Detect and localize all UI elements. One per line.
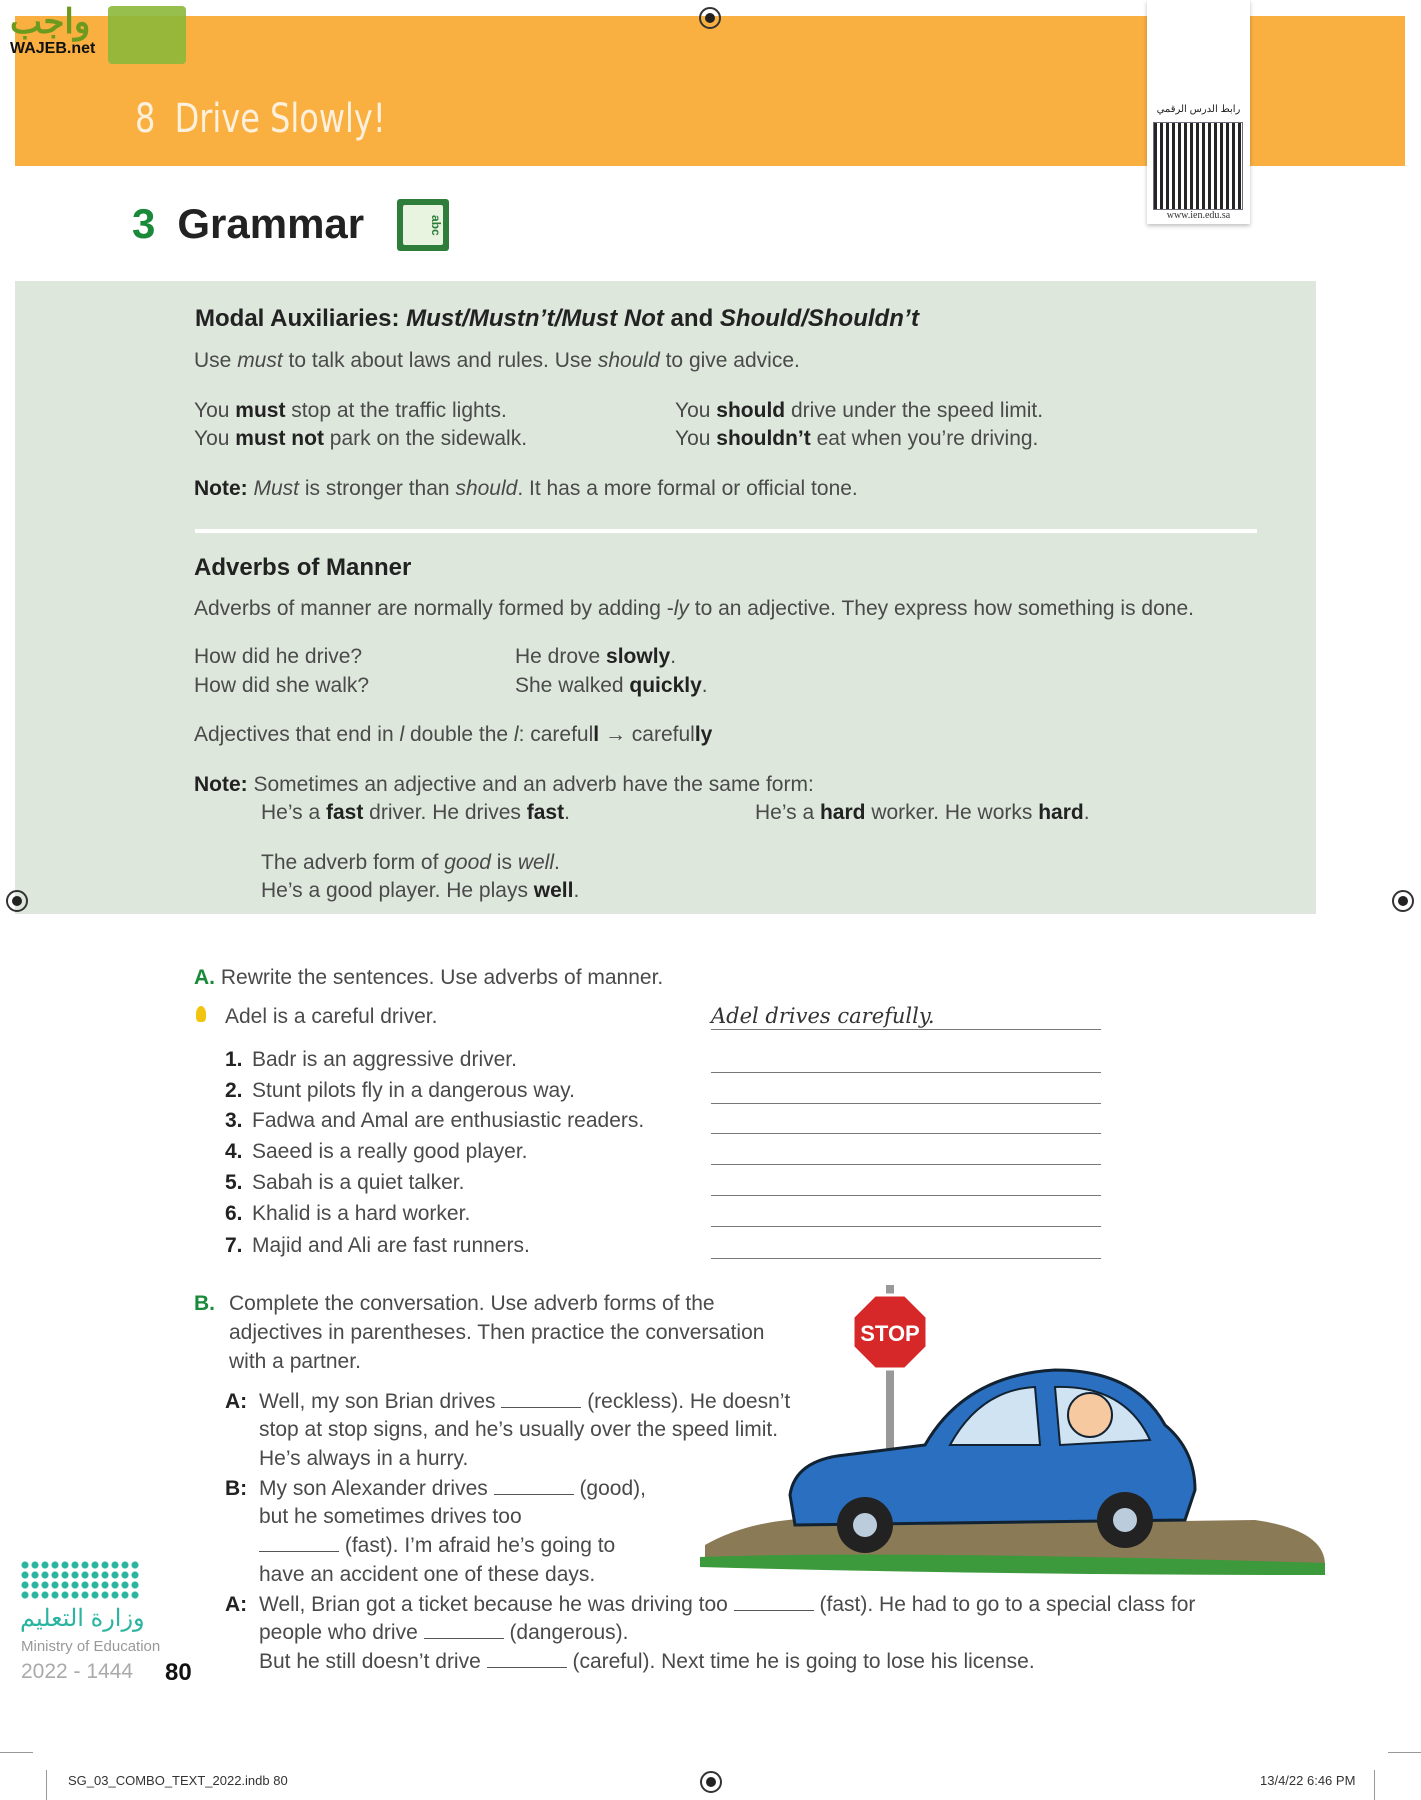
- text-segment: Note:: [194, 477, 254, 500]
- item-sentence: Fadwa and Amal are enthusiastic readers.: [252, 1109, 645, 1132]
- text-segment: Modal Auxiliaries:: [195, 305, 407, 332]
- modal-example: [194, 426, 527, 452]
- conversation-line: [259, 1504, 522, 1530]
- unit-title-text: Drive Slowly!: [174, 96, 386, 142]
- adverb-question: [194, 673, 369, 699]
- text-segment: He’s always in a hurry.: [259, 1447, 469, 1470]
- text-segment: hard: [1038, 801, 1084, 824]
- hubcap: [853, 1513, 877, 1537]
- lightbulb-icon: [196, 1006, 206, 1022]
- item-number: 2.: [225, 1079, 243, 1102]
- hubcap: [1113, 1508, 1137, 1532]
- item-number: 6.: [225, 1202, 243, 1225]
- car-stop-sign-illustration: [695, 1275, 1335, 1580]
- registration-mark-icon: [699, 7, 721, 29]
- text-segment: is stronger than: [299, 477, 456, 500]
- exercise-b-letter: B.: [194, 1292, 215, 1315]
- text-segment: : careful: [518, 723, 594, 746]
- modal-intro: [194, 348, 800, 374]
- modal-heading: [195, 306, 919, 332]
- text-segment: (good),: [573, 1477, 646, 1500]
- divider: [195, 529, 1257, 533]
- section-title: [132, 200, 364, 248]
- good-well-rule: [261, 850, 560, 876]
- text-segment: He’s a: [261, 801, 326, 824]
- conversation-line: [259, 1446, 468, 1472]
- qr-code-icon[interactable]: [1153, 122, 1243, 210]
- exercise-a-header: [194, 965, 663, 991]
- item-sentence: Stunt pilots fly in a dangerous way.: [252, 1079, 575, 1102]
- wajeb-logo-latin: WAJEB.net: [10, 40, 96, 57]
- answer-blank[interactable]: [424, 1620, 504, 1639]
- adverb-answer: [515, 644, 676, 670]
- crop-mark: [0, 1752, 33, 1753]
- qr-url[interactable]: www.ien.edu.sa: [1166, 210, 1231, 221]
- text-segment: (fast). I’m afraid he’s going to: [339, 1534, 616, 1557]
- text-segment: should: [716, 399, 786, 422]
- text-segment: Sometimes an adjective and an adverb have the same form:: [253, 773, 814, 796]
- ministry-dots-icon: [20, 1560, 140, 1600]
- text-segment: to an adjective. They express how something is done.: [688, 597, 1194, 620]
- footer-date: 13/4/22 6:46 PM: [1260, 1773, 1356, 1788]
- modal-example: [675, 426, 1038, 452]
- item-number: 3.: [225, 1109, 243, 1132]
- answer-blank[interactable]: [259, 1533, 339, 1552]
- answer-line[interactable]: [711, 1103, 1101, 1104]
- text-segment: How did he drive?: [194, 645, 363, 668]
- conversation-line: [259, 1562, 595, 1588]
- text-segment: and: [663, 305, 720, 332]
- ministry-year: 2022 - 1444: [21, 1660, 134, 1683]
- text-segment: well: [533, 879, 574, 902]
- same-form-example: [755, 800, 1090, 826]
- answer-line[interactable]: [711, 1195, 1101, 1196]
- exercise-b-instruction: Complete the conversation. Use adverb forms of the: [229, 1292, 715, 1315]
- ministry-english: Ministry of Education: [21, 1638, 161, 1655]
- driver: [1068, 1393, 1112, 1437]
- qr-label: رابط الدرس الرقمي: [1156, 104, 1241, 115]
- answer-blank[interactable]: [487, 1649, 567, 1668]
- exercise-a-letter: A.: [194, 966, 215, 989]
- answer-line[interactable]: [711, 1226, 1101, 1227]
- text-segment: good: [444, 851, 491, 874]
- ministry-arabic: وزارة التعليم: [20, 1605, 145, 1632]
- text-segment: .: [1083, 801, 1090, 824]
- text-segment: (reckless). He doesn’t: [581, 1390, 791, 1413]
- unit-title: [135, 96, 386, 142]
- text-segment: to give advice.: [659, 349, 800, 372]
- text-segment: must: [237, 349, 283, 372]
- exercise-a-example-answer: Adel drives carefully.: [711, 1004, 935, 1028]
- good-well-example: [261, 878, 579, 904]
- answer-blank[interactable]: [501, 1389, 581, 1408]
- text-segment: must: [235, 399, 286, 422]
- text-segment: hard: [819, 801, 866, 824]
- conversation-line: [259, 1533, 615, 1559]
- text-segment: is: [490, 851, 518, 874]
- item-sentence: Saeed is a really good player.: [252, 1140, 528, 1163]
- text-segment: Well, my son Brian drives: [259, 1390, 502, 1413]
- text-segment: should: [455, 477, 518, 500]
- answer-line[interactable]: [711, 1072, 1101, 1073]
- text-segment: worker. He works: [865, 801, 1039, 824]
- item-sentence: Majid and Ali are fast runners.: [252, 1234, 530, 1257]
- text-segment: should: [597, 349, 660, 372]
- section-number: 3: [132, 200, 156, 247]
- text-segment: She walked: [515, 674, 630, 697]
- speaker-label: A:: [225, 1390, 248, 1413]
- adverbs-intro: [194, 596, 1194, 622]
- text-segment: He’s a good player. He plays: [261, 879, 534, 902]
- text-segment: He drove: [515, 645, 607, 668]
- wajeb-logo: [10, 4, 95, 58]
- text-segment: How did she walk?: [194, 674, 370, 697]
- item-sentence: Khalid is a hard worker.: [252, 1202, 471, 1225]
- text-segment: Adverbs of manner are normally formed by adding -: [194, 597, 674, 620]
- text-segment: Well, Brian got a ticket because he was driving too: [259, 1593, 734, 1616]
- exercise-a-instruction: Rewrite the sentences. Use adverbs of manner.: [220, 966, 664, 989]
- stop-sign-text: STOP: [860, 1321, 920, 1346]
- adverb-answer: [515, 673, 708, 699]
- crop-mark: [46, 1770, 47, 1800]
- item-sentence: Sabah is a quiet talker.: [252, 1171, 465, 1194]
- text-segment: . It has a more formal or official tone.: [517, 477, 858, 500]
- answer-line[interactable]: [711, 1164, 1101, 1165]
- registration-mark-icon: [700, 1771, 722, 1793]
- text-segment: l: [399, 723, 405, 746]
- item-sentence: Badr is an aggressive driver.: [252, 1048, 517, 1071]
- text-segment: driver. He drives: [363, 801, 527, 824]
- text-segment: park on the sidewalk.: [323, 427, 528, 450]
- wajeb-logo-arabic: واجب: [10, 3, 91, 41]
- crop-mark: [1388, 1752, 1421, 1753]
- qr-card[interactable]: [1147, 0, 1250, 224]
- registration-mark-icon: [6, 890, 28, 912]
- registration-mark-icon: [1392, 890, 1414, 912]
- conversation-line: [259, 1476, 646, 1502]
- text-segment: slowly: [606, 645, 671, 668]
- text-segment: but he sometimes drives too: [259, 1505, 522, 1528]
- text-segment: My son Alexander drives: [259, 1477, 494, 1500]
- section-title-text: Grammar: [177, 200, 365, 247]
- text-segment: must not: [235, 427, 324, 450]
- answer-line: [711, 1029, 1101, 1030]
- speaker-label: A:: [225, 1593, 248, 1616]
- footer-file: SG_03_COMBO_TEXT_2022.indb 80: [68, 1773, 288, 1788]
- exercise-b-instruction: adjectives in parentheses. Then practice the conversation: [229, 1321, 765, 1344]
- conversation-line: [259, 1620, 629, 1646]
- exercise-a-example: Adel is a careful driver.: [225, 1005, 438, 1028]
- adverb-note: [194, 772, 814, 798]
- modal-example: [194, 398, 507, 424]
- speaker-label: B:: [225, 1477, 248, 1500]
- text-segment: He’s a: [755, 801, 820, 824]
- text-segment: .: [554, 851, 560, 874]
- text-segment: quickly: [629, 674, 702, 697]
- text-segment: The adverb form of: [261, 851, 445, 874]
- text-segment: You: [194, 399, 236, 422]
- text-segment: drive under the speed limit.: [785, 399, 1044, 422]
- adverb-question: [194, 644, 362, 670]
- page-number: 80: [165, 1659, 192, 1686]
- text-segment: Use: [194, 349, 238, 372]
- item-number: 7.: [225, 1234, 243, 1257]
- text-segment: l: [513, 723, 519, 746]
- text-segment: You: [675, 399, 717, 422]
- text-segment: Adjectives that end in: [194, 723, 400, 746]
- modal-example: [675, 398, 1043, 424]
- text-segment: .: [573, 879, 580, 902]
- adverbs-heading: Adverbs of Manner: [194, 554, 412, 581]
- exercise-b-instruction: with a partner.: [229, 1350, 361, 1373]
- answer-blank[interactable]: [734, 1592, 814, 1611]
- text-segment: stop at stop signs, and he’s usually over the speed limit.: [259, 1418, 779, 1441]
- text-segment: Should/Shouldn’t: [719, 305, 919, 332]
- text-segment: eat when you’re driving.: [810, 427, 1039, 450]
- answer-line[interactable]: [711, 1133, 1101, 1134]
- text-segment: fast: [526, 801, 565, 824]
- same-form-example: [261, 800, 570, 826]
- conversation-line: [259, 1592, 1195, 1618]
- text-segment: have an accident one of these days.: [259, 1563, 596, 1586]
- grammar-icon-text: abc: [403, 205, 443, 245]
- text-segment: .: [564, 801, 570, 824]
- text-segment: Note:: [194, 773, 254, 796]
- text-segment: fast: [325, 801, 364, 824]
- text-segment: ly: [673, 597, 689, 620]
- item-number: 4.: [225, 1140, 243, 1163]
- modal-note: [194, 476, 858, 502]
- text-segment: l: [593, 723, 600, 746]
- text-segment: (careful). Next time he is going to lose his license.: [566, 1650, 1035, 1673]
- text-segment: But he still doesn’t drive: [259, 1650, 487, 1673]
- grammar-book-icon: [397, 199, 449, 251]
- text-segment: (fast). He had to go to a special class for: [813, 1593, 1196, 1616]
- text-segment: double the: [404, 723, 514, 746]
- answer-blank[interactable]: [494, 1476, 574, 1495]
- text-segment: .: [670, 645, 677, 668]
- text-segment: ly: [694, 723, 713, 746]
- text-segment: → careful: [599, 723, 695, 746]
- text-segment: stop at the traffic lights.: [285, 399, 507, 422]
- crop-mark: [1374, 1770, 1375, 1800]
- conversation-line: [259, 1649, 1035, 1675]
- text-segment: You: [194, 427, 236, 450]
- book-logo-icon: [108, 6, 186, 64]
- unit-number: 8: [135, 96, 156, 142]
- text-segment: people who drive: [259, 1621, 424, 1644]
- double-l-rule: [194, 722, 712, 748]
- text-segment: (dangerous).: [503, 1621, 629, 1644]
- text-segment: to talk about laws and rules. Use: [282, 349, 598, 372]
- text-segment: .: [701, 674, 708, 697]
- text-segment: well: [517, 851, 554, 874]
- text-segment: shouldn’t: [716, 427, 811, 450]
- text-segment: Must/Mustn’t/Must Not: [406, 305, 664, 332]
- item-number: 1.: [225, 1048, 243, 1071]
- item-number: 5.: [225, 1171, 243, 1194]
- text-segment: Must: [253, 477, 300, 500]
- answer-line[interactable]: [711, 1258, 1101, 1259]
- text-segment: You: [675, 427, 717, 450]
